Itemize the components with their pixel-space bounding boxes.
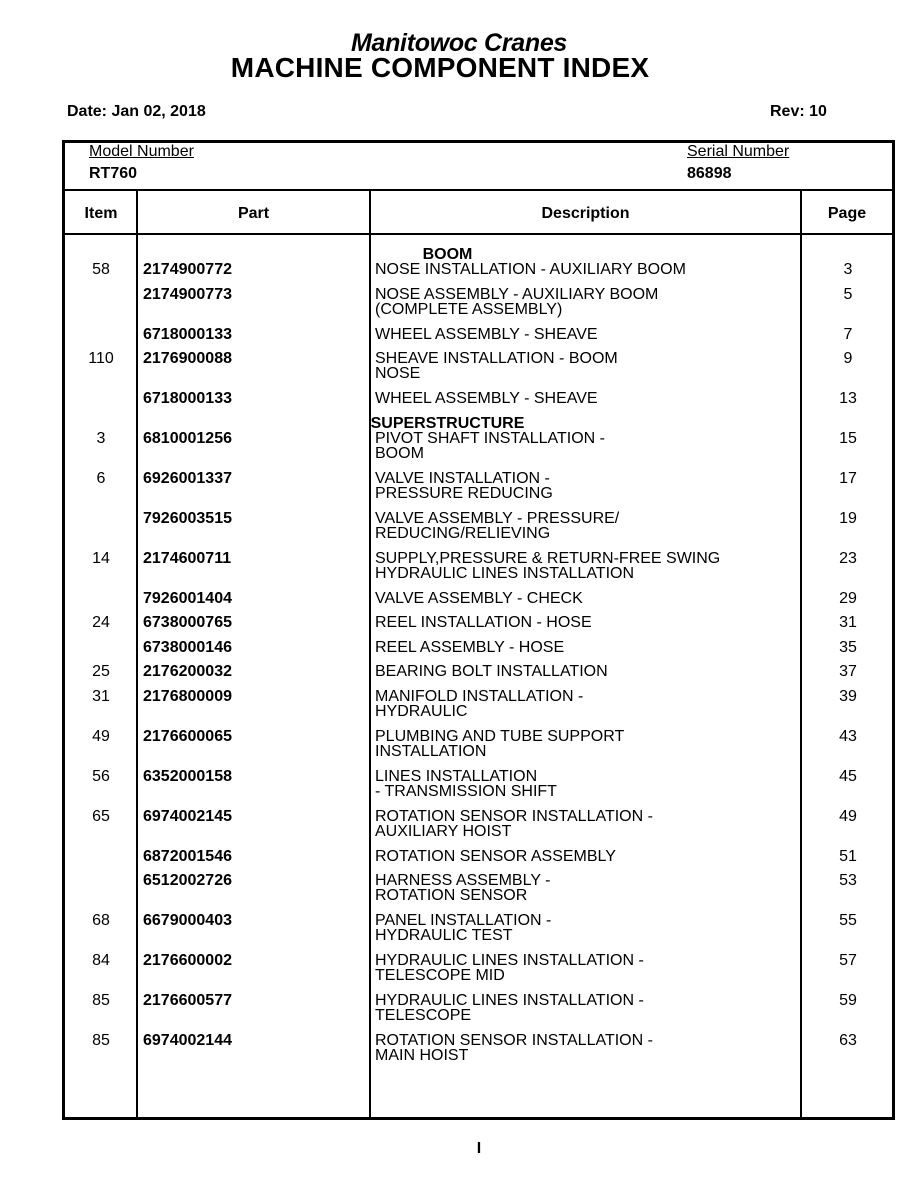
description-line: REDUCING/RELIEVING bbox=[375, 525, 551, 542]
company-name: Manitowoc Cranes bbox=[350, 29, 568, 57]
item-number: 49 bbox=[92, 728, 110, 745]
page-reference: 7 bbox=[843, 326, 853, 343]
page-reference: 57 bbox=[839, 952, 857, 969]
description-line: NOSE ASSEMBLY - AUXILIARY BOOM bbox=[375, 286, 659, 303]
part-number: 6738000146 bbox=[143, 639, 232, 656]
part-description bbox=[375, 431, 795, 461]
part-number: 7926001404 bbox=[143, 590, 232, 607]
description-line: BOOM bbox=[375, 445, 424, 462]
description-line: NOSE INSTALLATION - AUXILIARY BOOM bbox=[375, 261, 686, 278]
document-date: Date: Jan 02, 2018 bbox=[67, 103, 206, 120]
part-number: 6974002144 bbox=[143, 1032, 232, 1049]
page-reference: 23 bbox=[839, 550, 857, 567]
page-reference: 53 bbox=[839, 872, 857, 889]
column-header-page: Page bbox=[827, 205, 867, 222]
description-line: WHEEL ASSEMBLY - SHEAVE bbox=[375, 390, 598, 407]
page-reference: 15 bbox=[839, 430, 857, 447]
part-description bbox=[375, 351, 795, 381]
part-description bbox=[375, 391, 795, 406]
column-divider-part bbox=[369, 189, 371, 1117]
page-reference: 51 bbox=[839, 848, 857, 865]
serial-number-value: 86898 bbox=[687, 165, 732, 182]
item-number: 56 bbox=[92, 768, 110, 785]
page-reference: 3 bbox=[843, 261, 853, 278]
page-reference: 13 bbox=[839, 390, 857, 407]
item-number: 25 bbox=[92, 663, 110, 680]
part-description bbox=[375, 729, 795, 759]
item-number: 58 bbox=[92, 261, 110, 278]
item-number: 65 bbox=[92, 808, 110, 825]
part-number: 6352000158 bbox=[143, 768, 232, 785]
description-line: MANIFOLD INSTALLATION - bbox=[375, 688, 584, 705]
part-number: 2176900088 bbox=[143, 350, 232, 367]
part-number: 6718000133 bbox=[143, 390, 232, 407]
part-description bbox=[375, 591, 795, 606]
part-description bbox=[375, 689, 795, 719]
part-description bbox=[375, 953, 795, 983]
page-reference: 9 bbox=[843, 350, 853, 367]
part-number: 2174900773 bbox=[143, 286, 232, 303]
description-line: SUPPLY,PRESSURE & RETURN-FREE SWING bbox=[375, 550, 721, 567]
part-number: 6810001256 bbox=[143, 430, 232, 447]
page-reference: 63 bbox=[839, 1032, 857, 1049]
item-number: 14 bbox=[92, 550, 110, 567]
description-line: PLUMBING AND TUBE SUPPORT bbox=[375, 728, 625, 745]
part-number: 6679000403 bbox=[143, 912, 232, 929]
part-number: 2176600002 bbox=[143, 952, 232, 969]
page-reference: 5 bbox=[843, 286, 853, 303]
page-reference: 37 bbox=[839, 663, 857, 680]
section-heading: BOOM bbox=[422, 246, 473, 263]
item-number: 110 bbox=[88, 350, 114, 367]
part-number: 6926001337 bbox=[143, 470, 232, 487]
description-line: HYDRAULIC LINES INSTALLATION bbox=[375, 565, 635, 582]
description-line: ROTATION SENSOR INSTALLATION - bbox=[375, 808, 653, 825]
item-number: 31 bbox=[92, 688, 110, 705]
column-header-part: Part bbox=[237, 205, 270, 222]
description-line: ROTATION SENSOR INSTALLATION - bbox=[375, 1032, 653, 1049]
description-line: HARNESS ASSEMBLY - bbox=[375, 872, 551, 889]
description-line: HYDRAULIC LINES INSTALLATION - bbox=[375, 992, 644, 1009]
description-line: LINES INSTALLATION bbox=[375, 768, 538, 785]
model-number-value: RT760 bbox=[89, 165, 138, 182]
part-number: 7926003515 bbox=[143, 510, 232, 527]
item-number: 84 bbox=[92, 952, 110, 969]
part-description bbox=[375, 287, 795, 317]
column-header-description: Description bbox=[541, 205, 630, 222]
item-number: 85 bbox=[92, 992, 110, 1009]
part-number: 6974002145 bbox=[143, 808, 232, 825]
model-divider bbox=[62, 189, 895, 191]
description-line: MAIN HOIST bbox=[375, 1047, 469, 1064]
part-number: 2176800009 bbox=[143, 688, 232, 705]
part-number: 6738000765 bbox=[143, 614, 232, 631]
column-header-item: Item bbox=[84, 205, 118, 222]
serial-number-label: Serial Number bbox=[687, 143, 790, 160]
item-number: 68 bbox=[92, 912, 110, 929]
item-number: 24 bbox=[92, 614, 110, 631]
item-number: 6 bbox=[96, 470, 106, 487]
column-divider-description bbox=[800, 189, 802, 1117]
description-line: BEARING BOLT INSTALLATION bbox=[375, 663, 608, 680]
description-line: TELESCOPE bbox=[375, 1007, 472, 1024]
item-number: 3 bbox=[96, 430, 106, 447]
part-description bbox=[375, 640, 795, 655]
part-number: 2174900772 bbox=[143, 261, 232, 278]
part-number: 2176600577 bbox=[143, 992, 232, 1009]
part-number: 2176600065 bbox=[143, 728, 232, 745]
description-line: VALVE ASSEMBLY - CHECK bbox=[375, 590, 583, 607]
description-line: VALVE ASSEMBLY - PRESSURE/ bbox=[375, 510, 620, 527]
part-description bbox=[375, 849, 795, 864]
part-number: 6872001546 bbox=[143, 848, 232, 865]
part-description bbox=[375, 327, 795, 342]
description-line: (COMPLETE ASSEMBLY) bbox=[375, 301, 563, 318]
page-reference: 31 bbox=[839, 614, 857, 631]
page-reference: 55 bbox=[839, 912, 857, 929]
part-description bbox=[375, 1033, 795, 1063]
description-line: PANEL INSTALLATION - bbox=[375, 912, 552, 929]
part-description bbox=[375, 809, 795, 839]
page-number: I bbox=[476, 1140, 482, 1157]
part-number: 2174600711 bbox=[143, 550, 232, 567]
part-description bbox=[375, 262, 795, 277]
description-line: HYDRAULIC LINES INSTALLATION - bbox=[375, 952, 644, 969]
section-heading: SUPERSTRUCTURE bbox=[370, 415, 525, 432]
part-description bbox=[375, 471, 795, 501]
description-line: AUXILIARY HOIST bbox=[375, 823, 512, 840]
page-reference: 29 bbox=[839, 590, 857, 607]
description-line: REEL ASSEMBLY - HOSE bbox=[375, 639, 565, 656]
description-line: INSTALLATION bbox=[375, 743, 487, 760]
column-divider-item bbox=[136, 189, 138, 1117]
description-line: ROTATION SENSOR bbox=[375, 887, 528, 904]
page-reference: 35 bbox=[839, 639, 857, 656]
part-number: 6512002726 bbox=[143, 872, 232, 889]
part-number: 6718000133 bbox=[143, 326, 232, 343]
item-number: 85 bbox=[92, 1032, 110, 1049]
part-description bbox=[375, 615, 795, 630]
part-description bbox=[375, 511, 795, 541]
part-description bbox=[375, 664, 795, 679]
part-description bbox=[375, 873, 795, 903]
description-line: HYDRAULIC bbox=[375, 703, 468, 720]
document-title: MACHINE COMPONENT INDEX bbox=[230, 52, 650, 83]
page-reference: 19 bbox=[839, 510, 857, 527]
description-line: SHEAVE INSTALLATION - BOOM bbox=[375, 350, 618, 367]
description-line: VALVE INSTALLATION - bbox=[375, 470, 550, 487]
description-line: HYDRAULIC TEST bbox=[375, 927, 513, 944]
description-line: PIVOT SHAFT INSTALLATION - bbox=[375, 430, 605, 447]
page-reference: 59 bbox=[839, 992, 857, 1009]
part-description bbox=[375, 913, 795, 943]
description-line: PRESSURE REDUCING bbox=[375, 485, 553, 502]
description-line: ROTATION SENSOR ASSEMBLY bbox=[375, 848, 616, 865]
model-number-label: Model Number bbox=[89, 143, 194, 160]
part-description bbox=[375, 769, 795, 799]
description-line: TELESCOPE MID bbox=[375, 967, 505, 984]
page-reference: 17 bbox=[839, 470, 857, 487]
part-description bbox=[375, 551, 795, 581]
description-line: - TRANSMISSION SHIFT bbox=[375, 783, 557, 800]
description-line: WHEEL ASSEMBLY - SHEAVE bbox=[375, 326, 598, 343]
page-reference: 43 bbox=[839, 728, 857, 745]
document-revision: Rev: 10 bbox=[770, 103, 827, 120]
part-number: 2176200032 bbox=[143, 663, 232, 680]
page-reference: 39 bbox=[839, 688, 857, 705]
part-description bbox=[375, 993, 795, 1023]
page-reference: 49 bbox=[839, 808, 857, 825]
header-divider bbox=[62, 233, 895, 235]
page-reference: 45 bbox=[839, 768, 857, 785]
description-line: NOSE bbox=[375, 365, 421, 382]
description-line: REEL INSTALLATION - HOSE bbox=[375, 614, 592, 631]
